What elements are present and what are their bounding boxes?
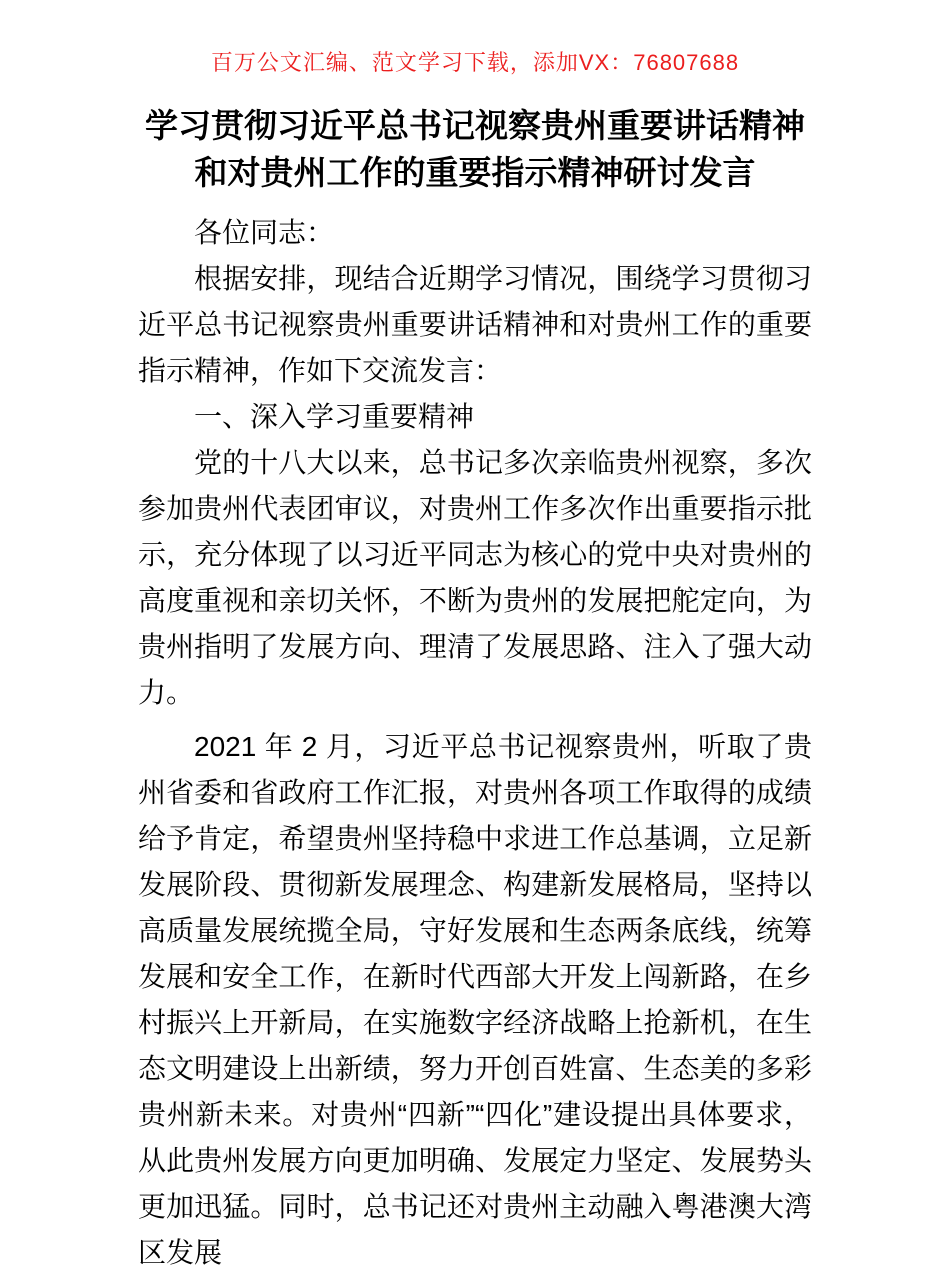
document-body: [138, 210, 812, 1276]
paragraph: 根据安排，现结合近期学习情况，围绕学习贯彻习近平总书记视察贵州重要讲话精神和对贵州工作的重要指示精神，作如下交流发言：: [138, 263, 812, 386]
document-title: [70, 102, 880, 196]
title-line-1: 学习贯彻习近平总书记视察贵州重要讲话精神: [145, 107, 805, 144]
section-heading: 一、深入学习重要精神: [194, 401, 475, 432]
paragraph: 2021 年 2 月，习近平总书记视察贵州，听取了贵州省委和省政府工作汇报，对贵州各项工作取得的成绩给予肯定，希望贵州坚持稳中求进工作总基调，立足新发展阶段、贯彻新发展理念、构建新发展格局，坚持以高质量发展统揽全局，守好发展和生态两条底线，统筹发展和安全工作，在新时代西部大开发上闯新路，在乡村振兴上开新局，在实施数字经济战略上抢新机，在生态文明建设上出新绩，努力开创百姓富、生态美的多彩贵州新未来。对贵州“四新”“四化”建设提出具体要求，从此贵州发展方向更加明确、发展定力坚定、发展势头更加迅猛。同时，总书记还对贵州主动融入粤港澳大湾区发展: [138, 731, 812, 1268]
promo-notice: 百万公文汇编、范文学习下载，添加VX：76807688: [210, 50, 740, 75]
title-line-2: 和对贵州工作的重要指示精神研讨发言: [194, 154, 756, 191]
salutation: 各位同志：: [194, 217, 335, 248]
paragraph: 党的十八大以来，总书记多次亲临贵州视察，多次参加贵州代表团审议，对贵州工作多次作出重要指示批示，充分体现了以习近平同志为核心的党中央对贵州的高度重视和亲切关怀，不断为贵州的发展把舵定向，为贵州指明了发展方向、理清了发展思路、注入了强大动力。: [138, 447, 812, 708]
